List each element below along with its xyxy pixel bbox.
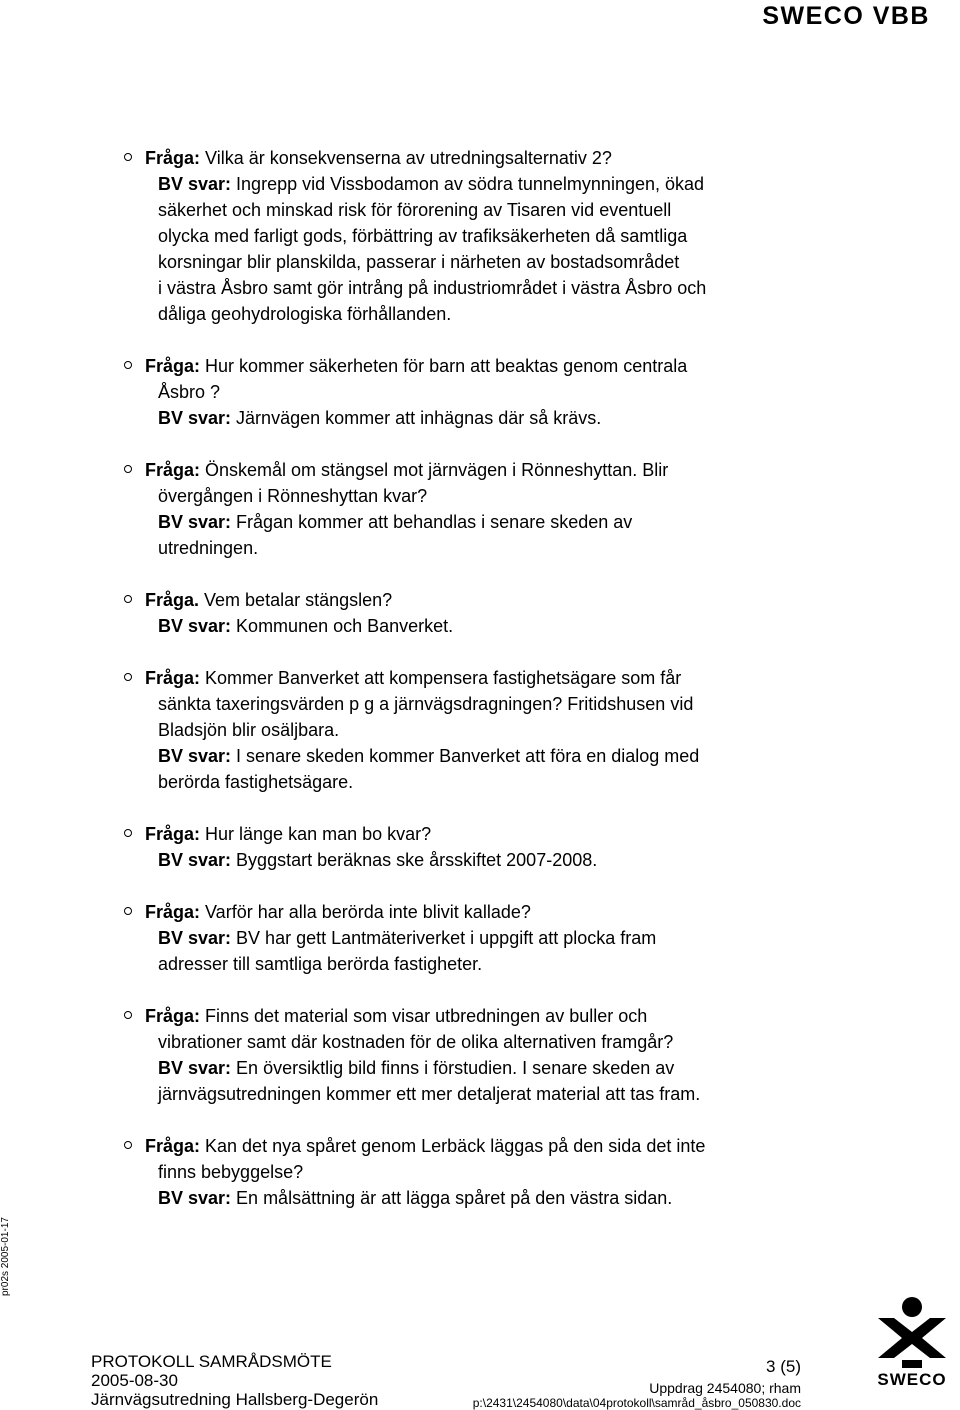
bullet-icon bbox=[124, 153, 132, 161]
text-line bbox=[158, 1029, 928, 1055]
line-text: Byggstart beräknas ske årsskiftet 2007-2008. bbox=[231, 850, 598, 870]
document-template-code: pr02s 2005-01-17 bbox=[0, 1217, 11, 1296]
line-text: Önskemål om stängsel mot järnvägen i Rönneshyttan. Blir bbox=[200, 460, 669, 480]
speaker-label: BV svar: bbox=[158, 1188, 232, 1208]
sweco-logo-text: SWECO bbox=[877, 1370, 947, 1389]
line-text: Hur kommer säkerheten för barn att beaktas genom centrala bbox=[200, 356, 688, 376]
bullet-icon bbox=[124, 829, 132, 837]
text-line bbox=[158, 951, 928, 977]
text-line bbox=[158, 249, 928, 275]
line-text: säkerhet och minskad risk för förorening av Tisaren vid eventuell bbox=[158, 200, 672, 220]
footer-title: PROTOKOLL SAMRÅDSMÖTE bbox=[91, 1352, 332, 1371]
line-text: BV har gett Lantmäteriverket i uppgift att plocka fram bbox=[231, 928, 657, 948]
speaker-label: Fråga: bbox=[145, 824, 201, 844]
text-line bbox=[158, 743, 928, 769]
line-text: Finns det material som visar utbredningen av buller och bbox=[200, 1006, 648, 1026]
footer-date: 2005-08-30 bbox=[91, 1371, 178, 1390]
speaker-label: BV svar: bbox=[158, 616, 232, 636]
text-line bbox=[158, 717, 928, 743]
text-line bbox=[158, 197, 928, 223]
text-line bbox=[158, 1185, 928, 1211]
line-text: Bladsjön blir osäljbara. bbox=[158, 720, 340, 740]
text-line bbox=[145, 821, 928, 847]
line-text: utredningen. bbox=[158, 538, 259, 558]
text-line bbox=[158, 769, 928, 795]
text-line bbox=[158, 847, 928, 873]
list-item bbox=[0, 457, 960, 561]
bullet-icon bbox=[124, 465, 132, 473]
text-line bbox=[145, 1003, 928, 1029]
line-text: sänkta taxeringsvärden p g a järnvägsdragningen? Fritidshusen vid bbox=[158, 694, 694, 714]
line-text: Järnvägen kommer att inhägnas där så krävs. bbox=[231, 408, 602, 428]
text-line bbox=[158, 301, 928, 327]
text-line bbox=[158, 223, 928, 249]
line-text: Hur länge kan man bo kvar? bbox=[200, 824, 432, 844]
text-line bbox=[158, 1081, 928, 1107]
line-text: i västra Åsbro samt gör intrång på industriområdet i västra Åsbro och bbox=[158, 278, 707, 298]
text-line bbox=[145, 353, 928, 379]
text-line bbox=[158, 171, 928, 197]
line-text: olycka med farligt gods, förbättring av trafiksäkerheten då samtliga bbox=[158, 226, 688, 246]
footer-left bbox=[91, 1352, 378, 1409]
speaker-label: Fråga: bbox=[145, 1136, 201, 1156]
line-text: En översiktlig bild finns i förstudien. I senare skeden av bbox=[231, 1058, 675, 1078]
text-line bbox=[145, 457, 928, 483]
sweco-logo bbox=[872, 1296, 952, 1390]
list-item bbox=[0, 665, 960, 795]
line-text: Åsbro ? bbox=[158, 382, 221, 402]
list-item bbox=[0, 821, 960, 873]
list-item bbox=[0, 587, 960, 639]
speaker-label: BV svar: bbox=[158, 928, 232, 948]
line-text: En målsättning är att lägga spåret på den västra sidan. bbox=[231, 1188, 673, 1208]
text-line bbox=[158, 925, 928, 951]
text-line bbox=[158, 613, 928, 639]
bullet-icon bbox=[124, 673, 132, 681]
line-text: Vilka är konsekvenserna av utredningsalternativ 2? bbox=[200, 148, 612, 168]
text-line bbox=[145, 587, 928, 613]
line-text: Kommunen och Banverket. bbox=[231, 616, 454, 636]
line-text: Kan det nya spåret genom Lerbäck läggas på den sida det inte bbox=[200, 1136, 706, 1156]
speaker-label: Fråga. bbox=[145, 590, 200, 610]
speaker-label: Fråga: bbox=[145, 902, 201, 922]
footer-project: Järnvägsutredning Hallsberg-Degerön bbox=[91, 1390, 379, 1409]
list-item bbox=[0, 1133, 960, 1211]
line-text: korsningar blir planskilda, passerar i närheten av bostadsområdet bbox=[158, 252, 680, 272]
line-text: Kommer Banverket att kompensera fastighetsägare som får bbox=[200, 668, 682, 688]
text-line bbox=[158, 275, 928, 301]
sweco-figure-icon bbox=[872, 1296, 952, 1368]
line-text: Vem betalar stängslen? bbox=[199, 590, 393, 610]
text-line bbox=[158, 1159, 928, 1185]
line-text: Ingrepp vid Vissbodamon av södra tunnelmynningen, ökad bbox=[231, 174, 705, 194]
line-text: övergången i Rönneshyttan kvar? bbox=[158, 486, 428, 506]
assignment-reference: Uppdrag 2454080; rham bbox=[649, 1380, 801, 1396]
list-item bbox=[0, 1003, 960, 1107]
speaker-label: BV svar: bbox=[158, 1058, 232, 1078]
text-line bbox=[158, 535, 928, 561]
line-text: berörda fastighetsägare. bbox=[158, 772, 354, 792]
file-path: p:\2431\2454080\data\04protokoll\samråd_åsbro_050830.doc bbox=[472, 1396, 801, 1410]
speaker-label: BV svar: bbox=[158, 408, 232, 428]
bullet-icon bbox=[124, 1141, 132, 1149]
speaker-label: BV svar: bbox=[158, 746, 232, 766]
text-line bbox=[145, 899, 928, 925]
speaker-label: Fråga: bbox=[145, 1006, 201, 1026]
line-text: adresser till samtliga berörda fastigheter. bbox=[158, 954, 483, 974]
line-text: järnvägsutredningen kommer ett mer detaljerat material att tas fram. bbox=[158, 1084, 701, 1104]
list-item bbox=[0, 899, 960, 977]
speaker-label: Fråga: bbox=[145, 148, 201, 168]
speaker-label: Fråga: bbox=[145, 668, 201, 688]
line-text: vibrationer samt där kostnaden för de olika alternativen framgår? bbox=[158, 1032, 674, 1052]
line-text: Varför har alla berörda inte blivit kallade? bbox=[200, 902, 531, 922]
page-number: 3 (5) bbox=[766, 1357, 801, 1376]
text-line bbox=[158, 483, 928, 509]
text-line bbox=[145, 665, 928, 691]
bullet-icon bbox=[124, 907, 132, 915]
text-line bbox=[158, 691, 928, 717]
line-text: Frågan kommer att behandlas i senare skeden av bbox=[231, 512, 633, 532]
speaker-label: BV svar: bbox=[158, 174, 232, 194]
text-line bbox=[145, 145, 928, 171]
speaker-label: Fråga: bbox=[145, 356, 201, 376]
text-line bbox=[158, 379, 928, 405]
speaker-label: Fråga: bbox=[145, 460, 201, 480]
text-line bbox=[158, 1055, 928, 1081]
line-text: I senare skeden kommer Banverket att föra en dialog med bbox=[231, 746, 700, 766]
qa-list bbox=[0, 145, 960, 1237]
text-line bbox=[158, 405, 928, 431]
bullet-icon bbox=[124, 361, 132, 369]
line-text: dåliga geohydrologiska förhållanden. bbox=[158, 304, 452, 324]
list-item bbox=[0, 145, 960, 327]
speaker-label: BV svar: bbox=[158, 850, 232, 870]
sweco-vbb-logo: SWECO VBB bbox=[762, 2, 930, 30]
bullet-icon bbox=[124, 1011, 132, 1019]
speaker-label: BV svar: bbox=[158, 512, 232, 532]
text-line bbox=[158, 509, 928, 535]
list-item bbox=[0, 353, 960, 431]
text-line bbox=[145, 1133, 928, 1159]
bullet-icon bbox=[124, 595, 132, 603]
line-text: finns bebyggelse? bbox=[158, 1162, 304, 1182]
